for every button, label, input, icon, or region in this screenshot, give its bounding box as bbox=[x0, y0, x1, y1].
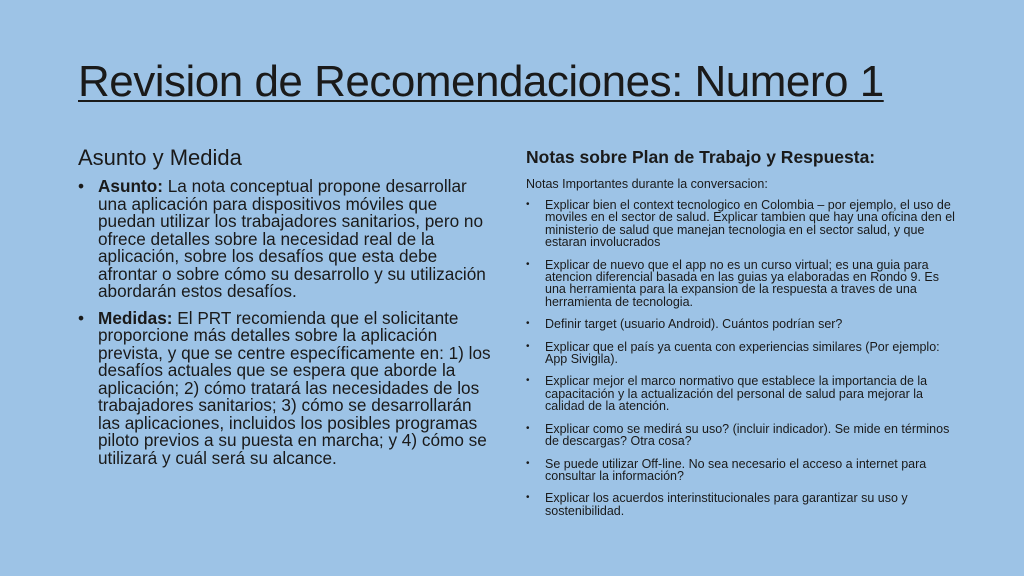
list-item: • Explicar los acuerdos interinstitucionales para garantizar su uso y sostenibilidad. bbox=[526, 492, 956, 517]
bullet-label: Medidas: bbox=[98, 307, 173, 328]
bullet-text: El PRT recomienda que el solicitante proporcione más detalles sobre la aplicación prevista, y que se centre específicamente en: 1) los desafíos actuales que se espera que aborde la aplicación; 2) cómo tratará las necesidades de los trabajadores sanitarios; 3) cómo se desarrollarán las aplicaciones, incluidos los posibles programas piloto previos a su puesta en marcha; y 4) cómo se utilizará y cuál será su alcance. bbox=[98, 307, 491, 468]
right-column bbox=[526, 146, 956, 527]
list-item: • Definir target (usuario Android). Cuántos podrían ser? bbox=[526, 318, 956, 330]
list-item: • Explicar que el país ya cuenta con experiencias similares (Por ejemplo: App Sivigila). bbox=[526, 341, 956, 366]
slide-title: Revision de Recomendaciones: Numero 1 bbox=[78, 57, 884, 106]
left-heading: Asunto y Medida bbox=[78, 145, 242, 170]
left-bullet-list bbox=[78, 178, 498, 467]
list-item: • Se puede utilizar Off-line. No sea necesario el acceso a internet para consultar la información? bbox=[526, 458, 956, 483]
list-item bbox=[78, 178, 498, 301]
right-heading: Notas sobre Plan de Trabajo y Respuesta: bbox=[526, 147, 876, 167]
list-item bbox=[78, 307, 498, 468]
right-bullet-list bbox=[526, 199, 956, 517]
list-item: • Explicar bien el context tecnologico en Colombia – por ejemplo, el uso de moviles en el sector de salud. Explicar tambien que hay una oficina den el ministerio de salud que manejan tecnologia en el sector salud, y que estaran involucrados bbox=[526, 199, 956, 249]
list-item: • Explicar como se medirá su uso? (incluir indicador). Se mide en términos de descargas? Otra cosa? bbox=[526, 423, 956, 448]
list-item: • Explicar mejor el marco normativo que establece la importancia de la capacitación y la actualización del personal de salud para mejorar la calidad de la atención. bbox=[526, 375, 956, 412]
bullet-text: La nota conceptual propone desarrollar una aplicación para dispositivos móviles que puedan utilizar los trabajadores sanitarios, pero no ofrece detalles sobre la necesidad real de la aplicación, sobre los desafíos que esta debe afrontar o sobre cómo su desarrollo y su utilización abordarán estos desafíos. bbox=[98, 176, 486, 301]
bullet-label: Asunto: bbox=[98, 176, 163, 196]
left-column bbox=[78, 144, 498, 476]
list-item: • Explicar de nuevo que el app no es un curso virtual; es una guia para atencion diferencial basada en las guias ya elaboradas en Rondo 9. Es una herramienta para la expansion de la respuesta a traves de una herramienta de tecnologia. bbox=[526, 259, 956, 309]
right-subheading: Notas Importantes durante la conversacion: bbox=[526, 177, 768, 191]
